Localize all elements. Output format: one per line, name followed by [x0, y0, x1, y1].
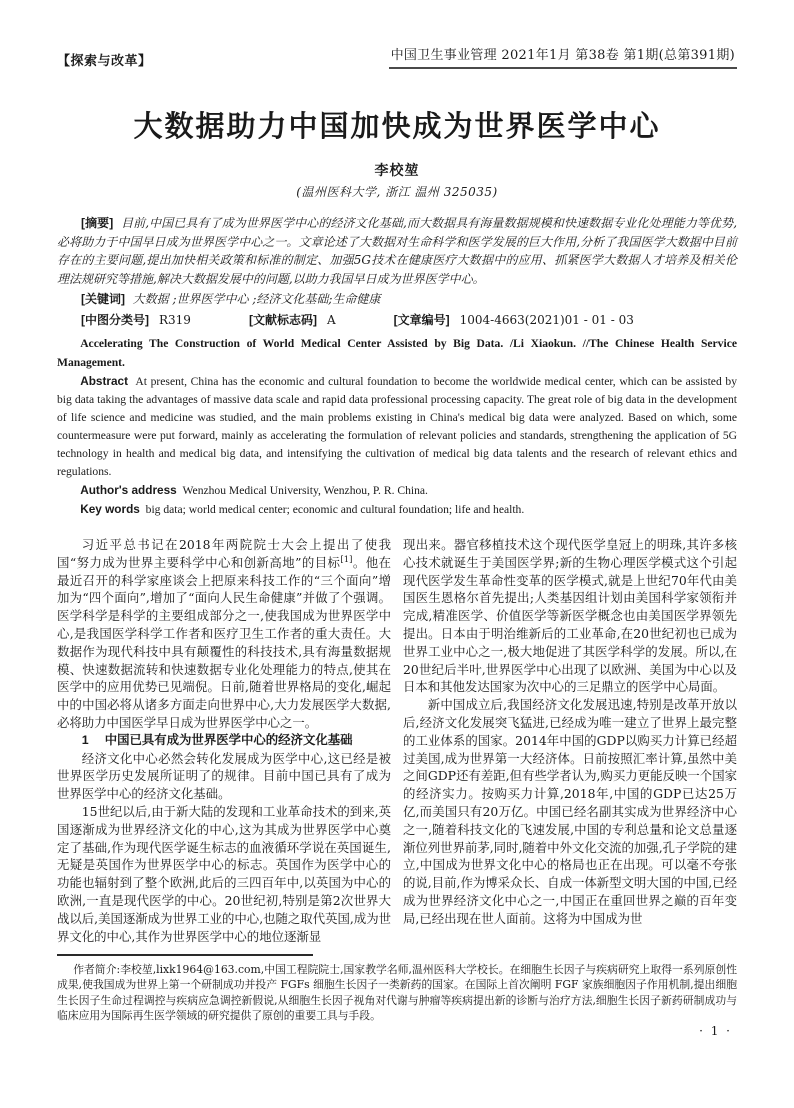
clc-value: R319	[159, 312, 191, 327]
article-title: 大数据助力中国加快成为世界医学中心	[133, 111, 661, 143]
paragraph-3: 15世纪以后,由于新大陆的发现和工业革命技术的到来,英国逐渐成为世界经济文化的中心,这为其成为世界医学中心奠定了基础,作为现代医学诞生标志的血液循环学说在英国诞生,无疑是英国作为世界医学中心的标志。英国作为医学中心的功能也辐射到了整个欧洲,此后的三四百年中,以英国为中心的欧洲,一直是现代医学的中心。20世纪初,特别是第2次世界大战以后,美国逐渐成为世界工业的中心,也随之取代英国,成为世界文化的中心,其作为世界医学中心的地位逐渐显	[57, 803, 391, 944]
doc-code-value: A	[326, 312, 336, 327]
abstract-text: 目前,中国已具有了成为世界医学中心的经济文化基础,而大数据具有海量数据规模和快速数据专业化处理能力等优势,必将助力于中国早日成为世界医学中心之一。文章论述了大数据对生命科学和医学发展的巨大作用,分析了我国医学大数据中目前存在的主要问题,提出加快相关政策和标准的制定、加强5G技术在健康医疗大数据中的应用、抓紧医学大数据人才培养及相关伦理法规研究等措施,解决大数据发展中的问题,以助力我国早日成为世界医学中心。	[57, 216, 738, 286]
right-column	[403, 536, 737, 950]
paragraph-1	[57, 536, 391, 732]
paragraph-2: 经济文化中心必然会转化发展成为医学中心,这已经是被世界医学历史发展所证明了的规律。目前中国已具有了成为世界医学中心的经济文化基础。	[57, 750, 391, 802]
front-matter	[57, 214, 737, 519]
address-text: Wenzhou Medical University, Wenzhou, P. R. China.	[182, 483, 428, 497]
english-title: Accelerating The Construction of World Medical Center Assisted by Big Data. /Li Xiaokun. //The Chinese Health Service Management.	[57, 336, 737, 369]
paragraph-1-text: 习近平总书记在2018年两院院士大会上提出了使我国“努力成为世界主要科学中心和创新高地”的目标	[57, 537, 391, 570]
english-abstract-text: At present, China has the economic and cultural foundation to become the worldwide medical center, which can be assisted by big data taking the advantages of massive data scale and rapid data professional processing capacity. The great role of big data in the development of life science and medicine was studied, and the main problems existing in China's medical big data were analyzed. Based on which, some countermeasure were put forward, mainly as accelerating the formulation of relevant policies and standards, strengthening the application of 5G technology in health and medical big data, and intensifying the cultivation of medical big data talents and the research of relevant ethics and regulations.	[57, 374, 737, 478]
page-number: · 1 ·	[699, 1024, 732, 1038]
left-column	[57, 536, 391, 950]
paragraph-3-continued: 现出来。器官移植技术这个现代医学皇冠上的明珠,其许多核心技术就诞生于美国医学界;新的生物心理医学模式这个引起现代医学发生革命性变革的医学模式,就是上世纪70年代由美国医生恩格尔首先提出;人类基因组计划由美国科学家领衔并完成,精准医学、价值医学等新医学概念也由美国医学界领先提出。日本由于明治维新后的工业革命,在20世纪初也已成为世界工业中心之一,极大地促进了其医学科学的发展。所以,在20世纪后半叶,世界医学中心出现了以欧洲、美国为中心以及日本和其他发达国家为次中心的三足鼎立的医学中心局面。	[403, 537, 737, 695]
article-body	[57, 536, 737, 950]
chinese-abstract	[57, 214, 737, 288]
page-header	[57, 44, 737, 69]
english-section	[57, 334, 737, 519]
address-label: Author's address	[80, 482, 177, 497]
citation-ref-1: [1]	[340, 554, 353, 565]
english-address	[57, 481, 737, 500]
section-1-heading	[57, 732, 391, 750]
section-1-number: 1	[81, 732, 89, 747]
abstract-label: [摘要]	[81, 216, 114, 230]
doc-code-label: [文献标志码]	[248, 312, 317, 327]
english-keywords	[57, 500, 737, 519]
english-keywords-label: Key words	[80, 501, 140, 516]
english-abstract	[57, 372, 737, 481]
english-abstract-label: Abstract	[80, 373, 129, 388]
chinese-keywords	[57, 290, 737, 309]
author-affiliation: (温州医科大学, 浙江 温州 325035)	[296, 185, 498, 199]
paragraph-1-text-cont: 。他在最近召开的科学家座谈会上把原来科技工作的“三个面向”增加为“四个面向”,增加了“面向人民生命健康”并做了个强调。医学科学是科学的主要组成部分之一,使我国成为世界医学中心,是我国医学科学工作者和医疗卫生工作者的重大责任。大数据作为现代科技中具有颠覆性的科技技术,具有海量数据规模、快速数据流转和快速数据专业化处理能力的特点,使其在医学中的应用优势已见端倪。日前,随着世界格局的变化,崛起中的中国必将从诸多方面走向世界中心,大力发展医学大数据,必将助力中国医学早日成为世界医学中心之一。	[57, 554, 391, 730]
clc-label: [中图分类号]	[81, 312, 149, 327]
article-id-value: 1004-4663(2021)01 - 01 - 03	[459, 312, 634, 327]
journal-info: 中国卫生事业管理 2021年1月 第38卷 第1期(总第391期)	[389, 44, 737, 69]
classification-line	[57, 311, 737, 330]
column-tag: 【探索与改革】	[57, 53, 152, 68]
english-keywords-text: big data; world medical center; economic and cultural foundation; life and health.	[145, 502, 525, 516]
footnote-divider	[57, 954, 313, 956]
section-1-title: 中国已具有成为世界医学中心的经济文化基础	[104, 732, 353, 747]
keywords-label: [关键词]	[81, 292, 125, 307]
author-name: 李校堃	[374, 162, 420, 178]
article-id-label: [文章编号]	[393, 312, 450, 327]
author-bio-footnote: 作者简介:李校堃,lixk1964@163.com,中国工程院院士,国家教学名师,温州医科大学校长。在细胞生长因子与疾病研究上取得一系列原创性成果,使我国成为世界上第一个研制成功并投产 FGFs 细胞生长因子一类新药的国家。在国际上首次阐明 FGF 家族细胞因子作用机制,提出细胞生长因子生命过程调控与疾病应急调控新假说,从细胞生长因子视角对代谢与肿瘤等疾病提出新的诊断与治疗方法,细胞生长因子新药研制成功与临床应用为国际再生医学领域的研究提供了原创的重要工具与手段。	[57, 963, 737, 1023]
keywords-text: 大数据 ;世界医学中心 ;经济文化基础;生命健康	[132, 292, 381, 307]
paragraph-4: 新中国成立后,我国经济文化发展迅速,特别是改革开放以后,经济文化发展突飞猛进,已经成为唯一建立了世界上最完整的工业体系的国家。2014年中国的GDP以购买力计算已经超过美国,成为世界第一大经济体。日前按照汇率计算,虽然中美之间GDP还有差距,但有些学者认为,购买力更能反映一个国家的经济实力。按购买力计算,2018年,中国的GDP已达25万亿,而美国只有20万亿。中国已经名副其实成为世界经济中心之一,随着科技文化的飞速发展,中国的专利总量和论文总量逐渐位列世界前茅,同时,随着中外文化交流的加强,孔子学院的建立,中国成为世界文化中心的格局也正在出现。可以毫不夸张的说,目前,作为博采众长、自成一体新型文明大国的中国,已经成为世界经济文化中心之一,中国正在重回世界之巅的百年变局,已经出现在世人面前。这将为中国成为世	[403, 697, 737, 926]
